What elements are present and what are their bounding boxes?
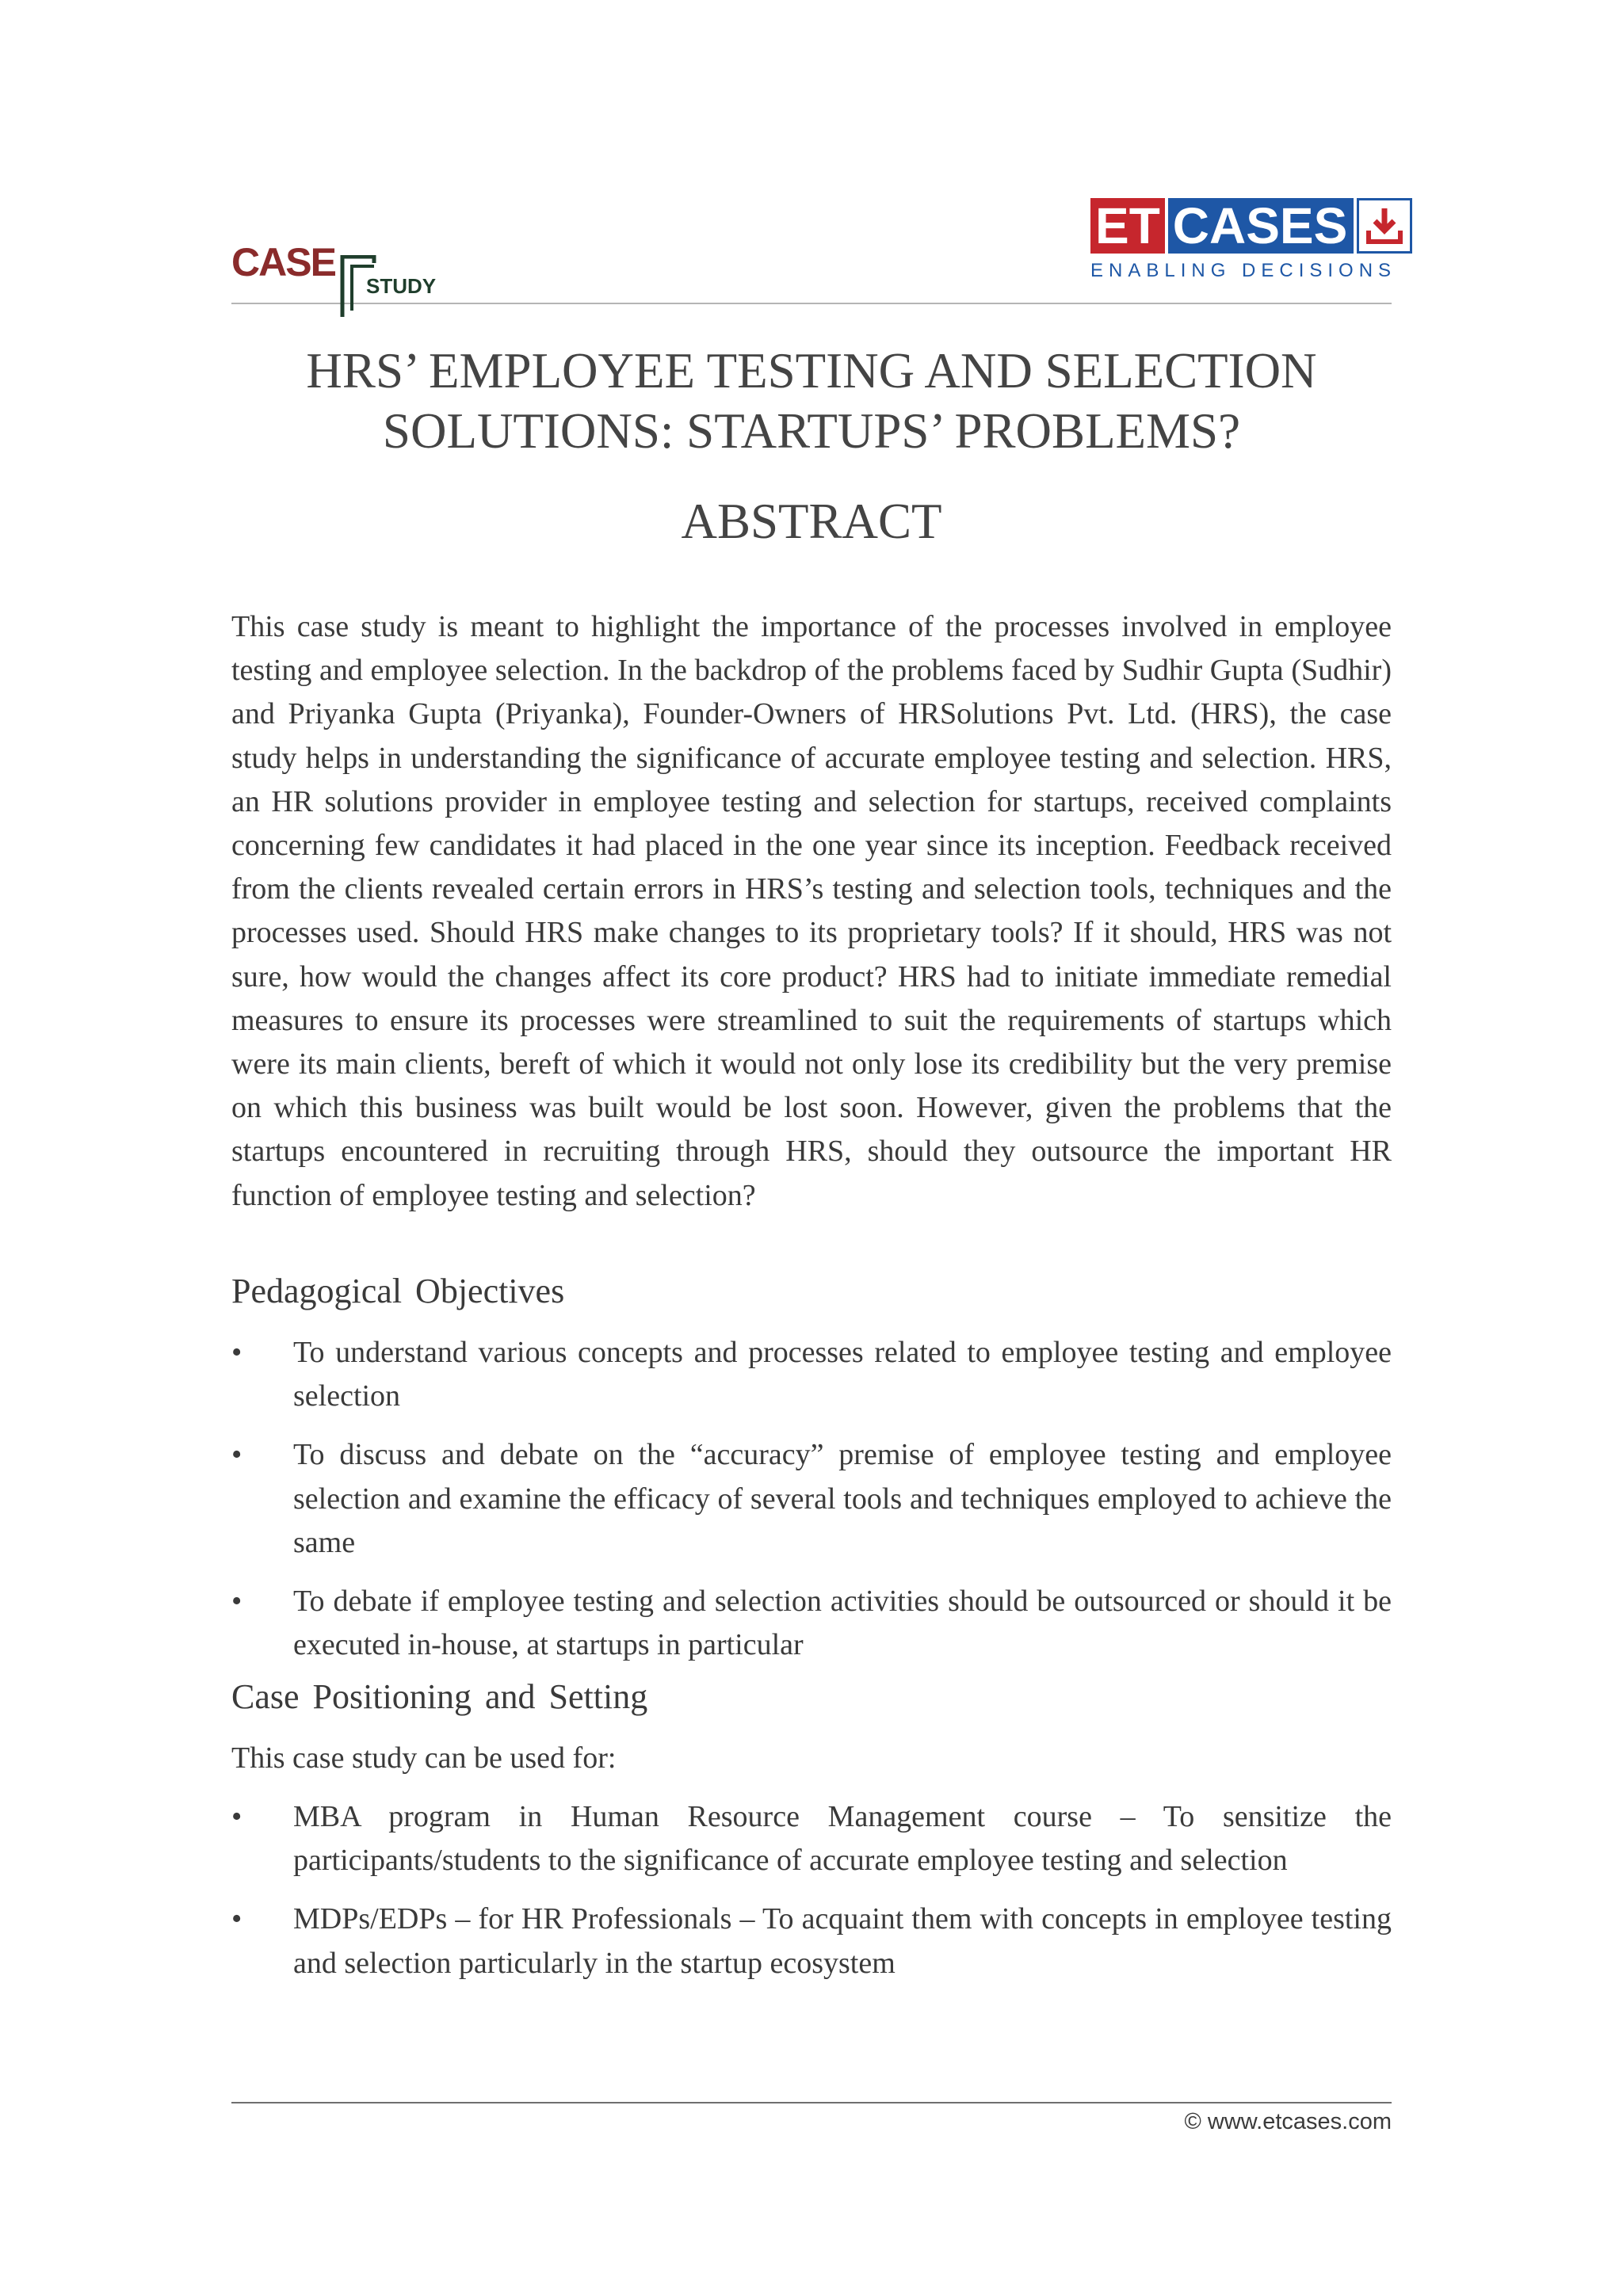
etcases-logo	[1090, 197, 1397, 285]
list-item-text: To debate if employee testing and selection activities should be outsourced or should it be executed in-house, at startups in particular	[293, 1585, 1392, 1662]
list-item	[231, 1795, 1392, 1882]
bullet-icon: •	[231, 1585, 242, 1619]
list-item-text: To understand various concepts and processes related to employee testing and employee selection	[293, 1336, 1392, 1413]
abstract-body: This case study is meant to highlight the importance of the processes involved in employee testing and employee selection. In the backdrop of the problems faced by Sudhir Gupta (Sudhir) and Priyanka Gupta (Priyanka), Founder-Owners of HRSolutions Pvt. Ltd. (HRS), the case study helps in understanding the significance of accurate employee testing and selection. HRS, an HR solutions provider in employee testing and selection for startups, received complaints concerning few candidates it had placed in the one year since its inception. Feedback received from the clients revealed certain errors in HRS’s testing and selection tools, techniques and the processes used. Should HRS make changes to its proprietary tools? If it should, HRS was not sure, how would the changes affect its core product? HRS had to initiate immediate remedial measures to ensure its processes were streamlined to suit the requirements of startups which were its main clients, bereft of which it would not only lose its credibility but the very premise on which this business was built would be lost soon. However, given the problems that the startups encountered in recruiting through HRS, should they outsource the important HR function of employee testing and selection?	[231, 610, 1392, 1212]
etcases-logo-et-text: ET	[1090, 198, 1165, 254]
etcases-logo-box	[1090, 198, 1412, 254]
list-item	[231, 1433, 1392, 1565]
list-item-text: MDPs/EDPs – for HR Professionals – To acquaint them with concepts in employee testing and selection particularly in the startup ecosystem	[293, 1902, 1392, 1980]
bullet-icon: •	[231, 1902, 242, 1936]
page-header	[231, 190, 1397, 304]
footer-divider	[231, 2102, 1392, 2103]
case-positioning-list	[231, 1795, 1392, 2000]
footer-copyright: © www.etcases.com	[1184, 2109, 1392, 2134]
case-study-logo-case-text: CASE	[231, 240, 335, 284]
bullet-icon: •	[231, 1800, 242, 1833]
case-positioning-heading: Case Positioning and Setting	[231, 1677, 648, 1716]
download-icon	[1357, 198, 1412, 254]
list-item-text: To discuss and debate on the “accuracy” premise of employee testing and employee selection and examine the efficacy of several tools and techniques employed to achieve the same	[293, 1438, 1392, 1559]
case-study-logo	[231, 222, 461, 298]
list-item-text: MBA program in Human Resource Management course – To sensitize the participants/students to the significance of accurate employee testing and selection	[293, 1800, 1392, 1878]
list-item	[231, 1580, 1392, 1667]
page-title-line-2: SOLUTIONS: STARTUPS’ PROBLEMS?	[382, 403, 1241, 459]
list-item	[231, 1897, 1392, 1985]
abstract-heading: ABSTRACT	[681, 494, 942, 549]
bullet-icon: •	[231, 1438, 242, 1472]
pedagogical-objectives-heading: Pedagogical Objectives	[231, 1272, 565, 1310]
etcases-logo-tagline: ENABLING DECISIONS	[1090, 260, 1397, 281]
bullet-icon: •	[231, 1336, 242, 1369]
page-title-line-1: HRS’ EMPLOYEE TESTING AND SELECTION	[306, 343, 1317, 399]
case-study-logo-study-text: STUDY	[366, 274, 437, 298]
pedagogical-objectives-list	[231, 1331, 1392, 1682]
page-title	[231, 341, 1392, 461]
case-positioning-intro: This case study can be used for:	[231, 1741, 617, 1775]
list-item	[231, 1331, 1392, 1418]
etcases-logo-cases-text: CASES	[1168, 198, 1354, 254]
